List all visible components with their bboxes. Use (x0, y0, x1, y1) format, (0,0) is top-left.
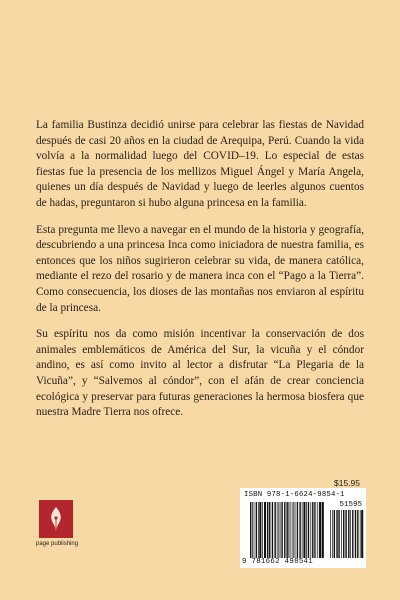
publisher-logo-mark (39, 500, 73, 538)
barcode-bar (280, 502, 281, 558)
isbn-text: ISBN 978-1-6624-9854-1 (244, 491, 345, 499)
barcode-bar (272, 502, 273, 558)
barcode-icon (240, 488, 366, 568)
barcode-bar (293, 502, 294, 558)
barcode-bar (250, 502, 251, 558)
barcode-bar (278, 502, 279, 558)
barcode-bar (348, 510, 349, 558)
isbn-barcode (240, 488, 366, 568)
barcode-bar (290, 502, 291, 558)
barcode-bar (274, 502, 275, 558)
barcode-bar (330, 510, 331, 558)
barcode-bar (336, 510, 337, 558)
paragraph-2: Esta pregunta me llevo a navegar en el mundo de la historia y geografía, descubriendo a una princesa Inca como iniciadora de nuestra familia, es entonces que los niños sugirieron celebrar su vida, de manera católica, mediante el rezo del rosario y de manera inca con el “Pago a la Tierra”. Como consecuencia, los dioses de las montañas nos enviaron al espíritu de la princesa. (36, 223, 364, 314)
barcode-bar (361, 510, 363, 558)
barcode-bar (281, 502, 282, 558)
barcode-bar (259, 502, 261, 558)
barcode-bar (262, 502, 263, 558)
barcode-bar (292, 502, 293, 558)
barcode-bar (256, 502, 257, 558)
barcode-bar (355, 510, 356, 558)
barcode-bar (288, 502, 289, 558)
paragraph-3: Su espíritu nos da como misión incentivar la conservación de dos animales emblemáticos de América del Sur, la vicuña y el cóndor andino, es así como invito al lector a disfrutar “La Plegaria de la Vicuña”, y “Salvemos al cóndor”, con el afán de crear conciencia ecológica y preservar para futuras generaciones la hermosa biosfera que nuestra Madre Tierra nos ofrece. (36, 328, 364, 419)
barcode-bar (338, 510, 339, 558)
barcode-bar (269, 502, 270, 558)
barcode-bar (308, 502, 309, 558)
barcode-bar (332, 510, 333, 558)
barcode-bar (350, 510, 351, 558)
barcode-bar (299, 502, 300, 558)
barcode-bar (322, 502, 324, 558)
barcode-bar (302, 502, 303, 558)
paragraph-1: La familia Bustinza decidió unirse para celebrar las fiestas de Navidad después de casi 20 años en la ciudad de Arequipa, Perú. Cuando la vida volvía a la normalidad luego del COVID–19. Lo especial de estas fiestas fue la presencia de los mellizos Miguel Ángel y María Angela, quienes un día después de Navidad y luego de leerles algunos cuentos de hadas, preguntaron si hubo alguna princesa en la familia. (36, 119, 364, 209)
barcode-bar (286, 502, 287, 558)
publisher-logo (36, 500, 79, 554)
barcode-addon-number: 51595 (339, 501, 362, 509)
price-label: $15.95 (334, 478, 360, 488)
barcode-bar (357, 510, 358, 558)
barcode-bar (264, 502, 266, 558)
barcode-bar (297, 502, 298, 558)
barcode-bar (315, 502, 316, 558)
barcode-bar (252, 502, 253, 558)
barcode-bar (303, 502, 305, 558)
barcode-bar (284, 502, 285, 558)
barcode-bar (314, 502, 315, 558)
barcode-bar (312, 502, 313, 558)
barcode-bar (306, 502, 307, 558)
barcode-bar (277, 502, 278, 558)
barcode-number: 9 781662 498541 (242, 558, 314, 566)
barcode-bar (295, 502, 296, 558)
barcode-bar (267, 502, 268, 558)
barcode-bar (319, 502, 321, 558)
barcode-bar (345, 510, 346, 558)
pen-nib-icon (44, 504, 68, 534)
barcode-bar (341, 510, 342, 558)
barcode-bar (310, 502, 311, 558)
back-cover-description (36, 118, 364, 432)
barcode-bar (317, 502, 318, 558)
barcode-bar (343, 510, 344, 558)
barcode-bar (360, 510, 361, 558)
publisher-name: page publishing (36, 541, 79, 547)
barcode-bar (254, 502, 255, 558)
barcode-bar (352, 510, 353, 558)
barcode-bar (258, 502, 259, 558)
barcode-bar (334, 510, 335, 558)
